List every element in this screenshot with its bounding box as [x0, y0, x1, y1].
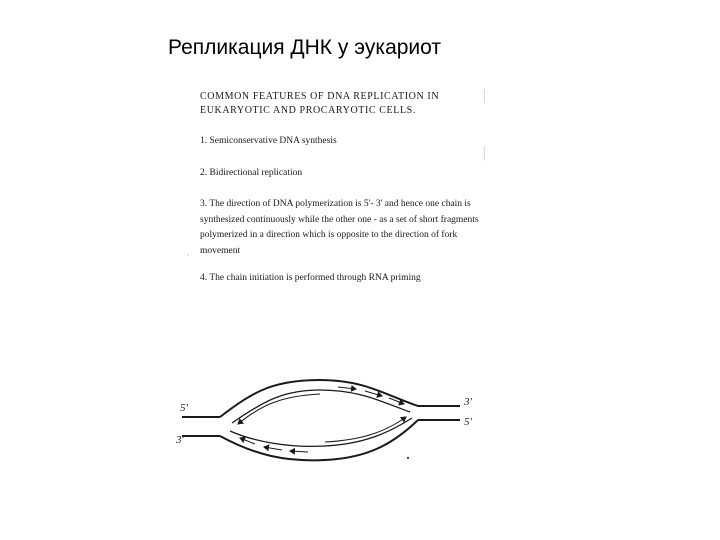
okazaki-fragment	[264, 447, 282, 450]
feature-item-1: 1. Semiconservative DNA synthesis	[200, 136, 337, 146]
scan-heading: COMMON FEATURES OF DNA REPLICATION IN EUKARYOTIC AND PROCARYOTIC CELLS.	[200, 91, 440, 116]
label-5prime-right: 5'	[464, 416, 472, 428]
feature-item-4: 4. The chain initiation is performed through RNA priming	[200, 273, 421, 283]
replication-bubble-diagram	[160, 360, 500, 480]
okazaki-fragment	[290, 451, 308, 452]
feature-item-3: 3. The direction of DNA polymerization is 5'- 3' and hence one chain is synthesized continuously while the other one - as a set of short fragments polymerized in a direction which is opposite to the direction of fork movement	[200, 199, 479, 256]
scanned-page	[190, 82, 500, 302]
replication-bubble-svg	[160, 360, 500, 480]
label-3prime-left: 3'	[176, 434, 184, 446]
feature-item-2: 2. Bidirectional replication	[200, 167, 303, 178]
bubble-bottom-inner	[230, 418, 412, 446]
okazaki-fragment	[338, 387, 356, 389]
scan-margin-mark: |	[482, 145, 487, 161]
bubble-top-inner	[232, 390, 410, 423]
leading-strand-arrow-top	[238, 394, 320, 424]
leading-strand-arrow-bottom	[325, 417, 406, 442]
scan-margin-mark: |	[482, 88, 487, 104]
label-5prime-left: 5'	[180, 402, 188, 414]
scan-margin-mark: ·	[186, 248, 191, 264]
label-3prime-right: 3'	[464, 396, 472, 408]
slide-title: Репликация ДНК у эукариот	[168, 36, 441, 59]
scan-speck	[407, 457, 409, 459]
bubble-bottom-outer	[220, 420, 418, 460]
